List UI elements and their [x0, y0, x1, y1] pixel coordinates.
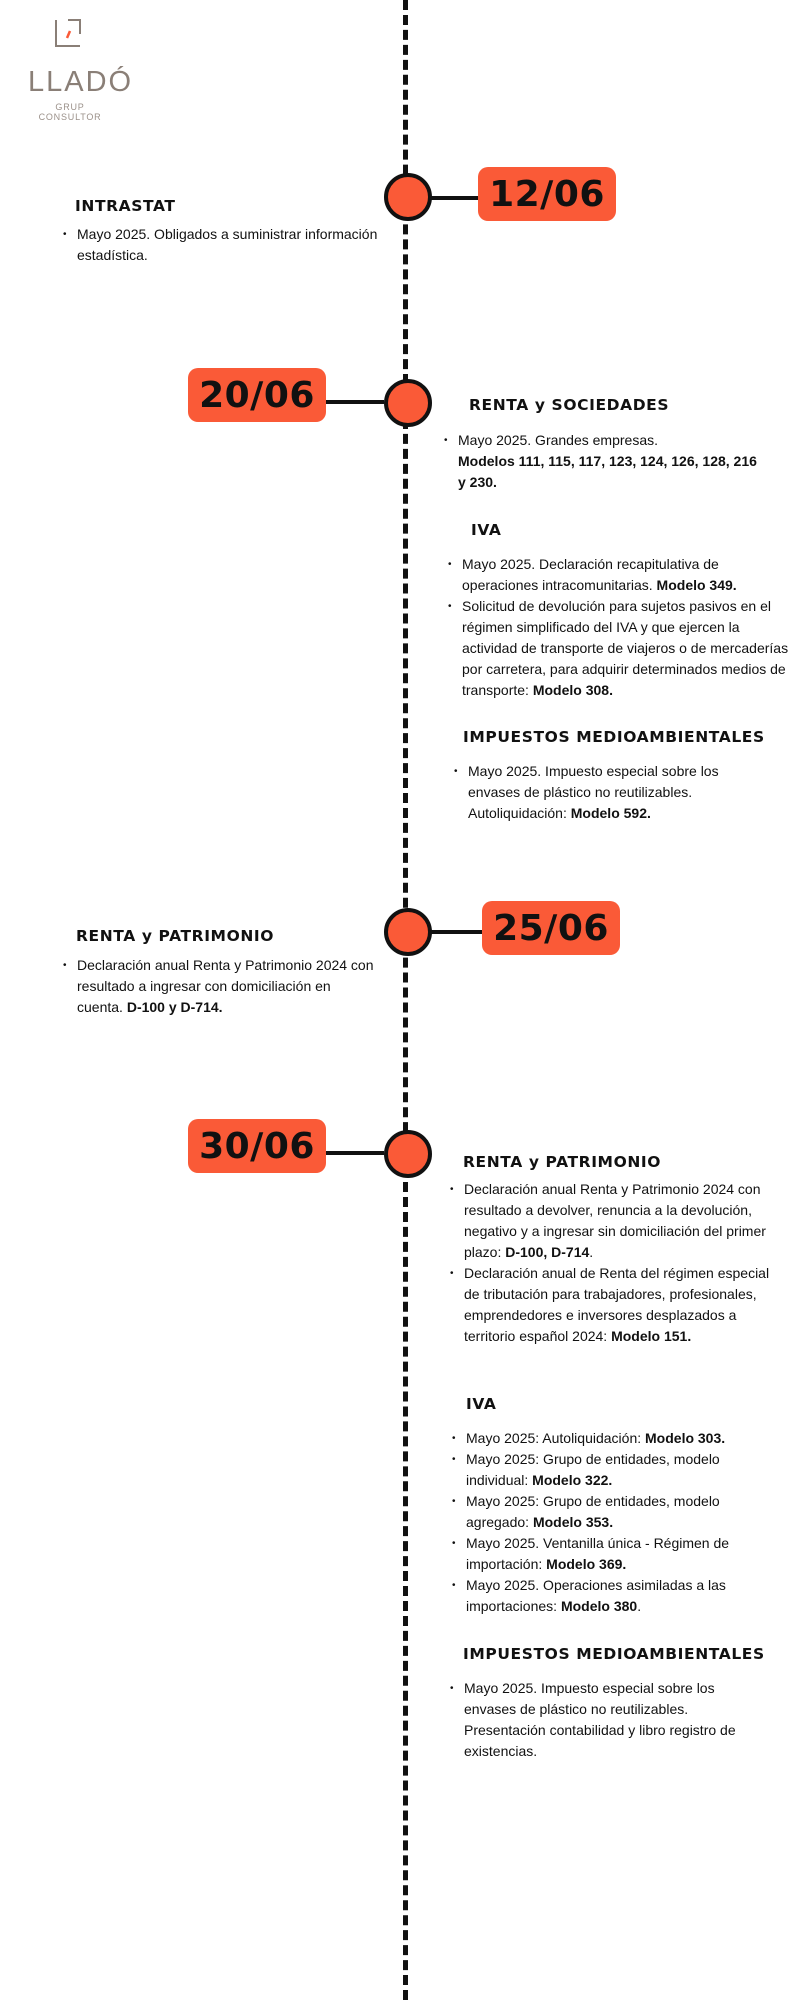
section-heading: RENTA y SOCIEDADES	[469, 396, 670, 414]
section-heading: IMPUESTOS MEDIOAMBIENTALES	[463, 1645, 765, 1663]
list-item: • Declaración anual de Renta del régimen especial de tributación para trabajadores, profesionales, emprendedores e inversores desplazados a territorio español 2024: Modelo 151.	[464, 1263, 782, 1347]
section-heading: INTRASTAT	[75, 197, 176, 215]
brand-tagline: GRUP CONSULTOR	[38, 102, 102, 122]
brand-name: LLADÓ	[28, 66, 134, 98]
list-item: • Mayo 2025: Grupo de entidades, modelo individual: Modelo 322.	[466, 1449, 766, 1491]
section-heading: IVA	[466, 1395, 497, 1413]
section-list	[464, 1678, 764, 1762]
date-badge: 25/06	[482, 901, 620, 955]
section-list	[458, 430, 758, 493]
section-heading: RENTA y PATRIMONIO	[76, 927, 275, 945]
list-item: • Mayo 2025. Obligados a suministrar información estadística.	[77, 224, 397, 266]
timeline-connector	[430, 930, 482, 934]
timeline-connector	[326, 1151, 384, 1155]
list-item: • Mayo 2025. Impuesto especial sobre los envases de plástico no reutilizables. Autoliquidación: Modelo 592.	[468, 761, 758, 824]
list-item: • Solicitud de devolución para sujetos pasivos en el régimen simplificado del IVA y que ejercen la actividad de transporte de viajeros o de mercaderías por carretera, para adquirir determinados medios de transporte: Modelo 308.	[462, 596, 796, 701]
date-badge: 30/06	[188, 1119, 326, 1173]
section-list	[464, 1179, 782, 1347]
date-badge: 12/06	[478, 167, 616, 221]
list-item: • Mayo 2025: Autoliquidación: Modelo 303.	[466, 1428, 766, 1449]
timeline-node	[384, 1130, 432, 1178]
section-list	[77, 955, 377, 1018]
list-item: • Mayo 2025. Grandes empresas. Modelos 111, 115, 117, 123, 124, 126, 128, 216 y 230.	[458, 430, 758, 493]
section-heading: IVA	[471, 521, 502, 539]
section-heading: RENTA y PATRIMONIO	[463, 1153, 662, 1171]
llado-logo-icon	[54, 18, 82, 48]
timeline-node	[384, 908, 432, 956]
date-badge: 20/06	[188, 368, 326, 422]
list-item: • Mayo 2025: Grupo de entidades, modelo agregado: Modelo 353.	[466, 1491, 766, 1533]
list-item: • Mayo 2025. Declaración recapitulativa de operaciones intracomunitarias. Modelo 349.	[462, 554, 796, 596]
list-item: • Mayo 2025. Ventanilla única - Régimen de importación: Modelo 369.	[466, 1533, 766, 1575]
section-list	[462, 554, 796, 701]
list-item: • Mayo 2025. Operaciones asimiladas a las importaciones: Modelo 380.	[466, 1575, 766, 1617]
list-item: • Mayo 2025. Impuesto especial sobre los envases de plástico no reutilizables. Presentación contabilidad y libro registro de existencias.	[464, 1678, 764, 1762]
timeline-line	[403, 0, 408, 2000]
section-list	[466, 1428, 766, 1617]
timeline-connector	[430, 196, 478, 200]
timeline-connector	[326, 400, 384, 404]
timeline-node	[384, 379, 432, 427]
timeline-node	[384, 173, 432, 221]
list-item: • Declaración anual Renta y Patrimonio 2024 con resultado a devolver, renuncia a la devolución, negativo y a ingresar sin domiciliación del primer plazo: D-100, D-714.	[464, 1179, 782, 1263]
list-item: • Declaración anual Renta y Patrimonio 2024 con resultado a ingresar con domiciliación en cuenta. D-100 y D-714.	[77, 955, 377, 1018]
section-list	[468, 761, 758, 824]
section-heading: IMPUESTOS MEDIOAMBIENTALES	[463, 728, 765, 746]
section-list	[77, 224, 397, 266]
